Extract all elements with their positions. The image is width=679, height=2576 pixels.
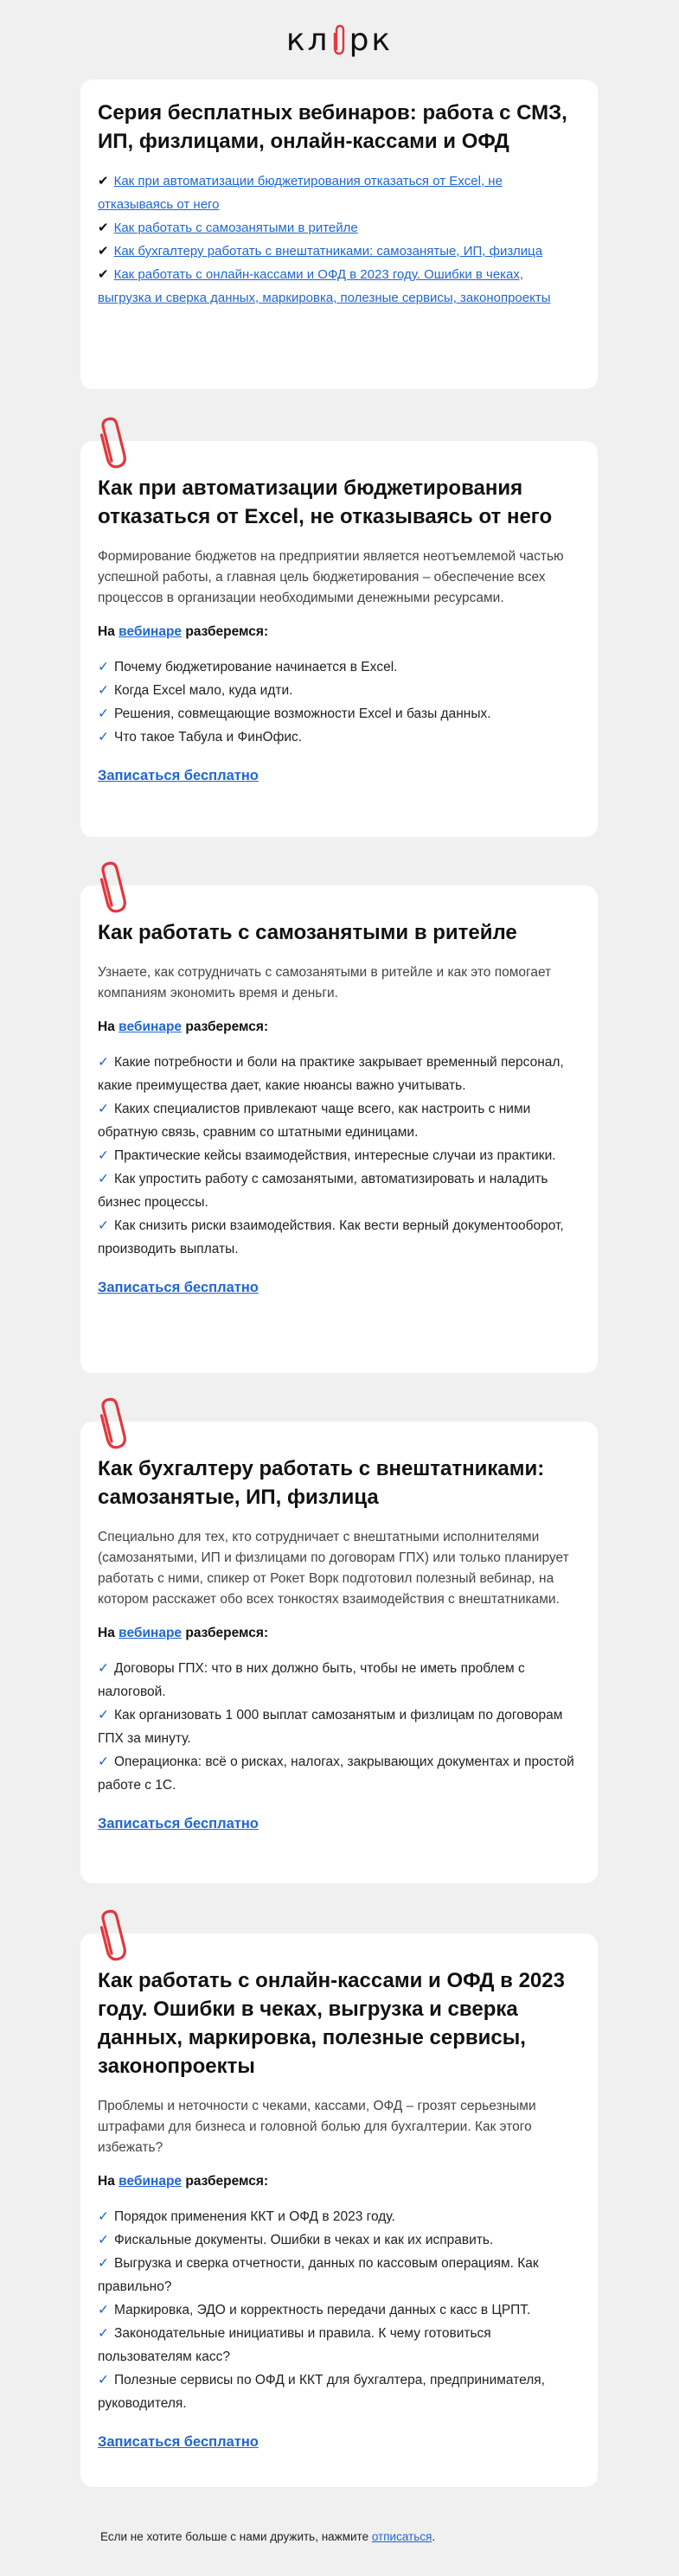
topic-item	[98, 2322, 580, 2368]
lead-prefix: На	[98, 624, 119, 639]
topic-item	[98, 702, 580, 725]
lead-suffix: разберемся:	[182, 1020, 269, 1034]
webinar-link-ofd[interactable]: Как работать с онлайн-кассами и ОФД в 2023 году. Ошибки в чеках, выгрузка и сверка данных, маркировка, полезные сервисы, законопроекты	[98, 267, 551, 305]
topic-item	[98, 655, 580, 679]
topic-item	[98, 1097, 580, 1144]
check-icon: ✓	[98, 1055, 109, 1070]
topic-text: Практические кейсы взаимодействия, интересные случаи из практики.	[114, 1148, 556, 1163]
topic-text: Маркировка, ЭДО и корректность передачи данных с касс в ЦРПТ.	[114, 2303, 531, 2317]
topic-text: Как снизить риски взаимодействия. Как вести верный документооборот, производить выплаты.	[98, 1218, 564, 1256]
webinar-lead	[98, 1020, 580, 1035]
check-icon: ✓	[98, 706, 109, 721]
check-icon: ✓	[98, 1172, 109, 1186]
webinar-card-freelancers	[80, 1422, 598, 1883]
topic-text: Почему бюджетирование начинается в Excel.	[114, 660, 398, 674]
check-icon: ✓	[98, 1755, 109, 1769]
lead-suffix: разберемся:	[182, 624, 269, 639]
paperclip-logo-icon	[332, 23, 348, 56]
webinar-link[interactable]: вебинаре	[119, 624, 183, 639]
topic-text: Договоры ГПХ: что в них должно быть, чтобы не иметь проблем с налоговой.	[98, 1661, 525, 1699]
logo-text-left: кл	[285, 22, 330, 58]
webinar-topics	[98, 1657, 580, 1797]
check-icon: ✓	[98, 2233, 109, 2247]
check-icon: ✓	[98, 2209, 109, 2224]
topic-item	[98, 2205, 580, 2228]
topic-text: Законодательные инициативы и правила. К чему готовиться пользователям касс?	[98, 2326, 491, 2364]
webinar-link[interactable]: вебинаре	[119, 1626, 183, 1640]
topic-text: Каких специалистов привлекают чаще всего, как настроить с ними обратную связь, сравним со штатными единицами.	[98, 1102, 531, 1140]
topic-item	[98, 1051, 580, 1097]
unsubscribe-link[interactable]: отписаться	[371, 2530, 432, 2543]
topic-item	[98, 1144, 580, 1167]
topic-item	[98, 1703, 580, 1750]
webinar-list-item	[98, 216, 580, 240]
lead-prefix: На	[98, 1020, 119, 1034]
webinar-title: Как работать с самозанятыми в ритейле	[98, 921, 517, 944]
topic-item	[98, 725, 580, 749]
topic-item	[98, 1657, 580, 1703]
register-free-button[interactable]: Записаться бесплатно	[98, 1816, 259, 1831]
lead-prefix: На	[98, 2174, 119, 2189]
lead-suffix: разберемся:	[182, 1626, 269, 1640]
check-icon: ✔	[98, 267, 109, 282]
check-icon: ✓	[98, 1102, 109, 1116]
webinar-link-budgeting[interactable]: Как при автоматизации бюджетирования отказаться от Excel, не отказываясь от него	[98, 174, 503, 212]
topic-item	[98, 2368, 580, 2415]
webinar-title: Как бухгалтеру работать с внештатниками: самозанятые, ИП, физлица	[98, 1457, 545, 1509]
webinar-description: Узнаете, как сотрудничать с самозанятыми в ритейле и как это помогает компаниям экономить время и деньги.	[98, 965, 552, 1000]
logo-text-right: рк	[349, 22, 394, 58]
topic-text: Как организовать 1 000 выплат самозанятым и физлицам по договорам ГПХ за минуту.	[98, 1708, 563, 1746]
header-logo	[0, 0, 679, 80]
webinar-description: Проблемы и неточности с чеками, кассами, ОФД – грозят серьезными штрафами для бизнеса и головной болью для бухгалтерии. Как этого избежать?	[98, 2099, 536, 2155]
paperclip-icon	[96, 860, 131, 915]
webinar-list	[98, 169, 580, 310]
webinar-link[interactable]: вебинаре	[119, 2174, 183, 2189]
register-free-button[interactable]: Записаться бесплатно	[98, 1280, 259, 1295]
paperclip-icon	[96, 1908, 131, 1963]
webinar-lead	[98, 1626, 580, 1641]
check-icon: ✓	[98, 2373, 109, 2387]
topic-text: Что такое Табула и ФинОфис.	[114, 730, 303, 745]
topic-text: Решения, совмещающие возможности Excel и базы данных.	[114, 706, 491, 721]
check-icon: ✓	[98, 730, 109, 745]
webinar-link[interactable]: вебинаре	[119, 1020, 183, 1034]
topic-text: Выгрузка и сверка отчетности, данных по кассовым операциям. Как правильно?	[98, 2256, 539, 2294]
topic-item	[98, 1167, 580, 1214]
check-icon: ✔	[98, 244, 109, 259]
topic-text: Фискальные документы. Ошибки в чеках и как их исправить.	[114, 2233, 494, 2247]
webinar-series-card	[80, 80, 598, 389]
webinar-description: Специально для тех, кто сотрудничает с внештатными исполнителями (самозанятыми, ИП и физлицами по договорам ГПХ) или только планирует работать с ними, спикер от Рокет Ворк подготовил полезный вебинар, на котором расскажет обо всех тонкостях взаимодействия с внештатниками.	[98, 1530, 569, 1607]
check-icon: ✓	[98, 1708, 109, 1723]
webinar-topics	[98, 1051, 580, 1261]
paperclip-icon	[96, 415, 131, 470]
register-free-button[interactable]: Записаться бесплатно	[98, 2434, 259, 2450]
check-icon: ✓	[98, 1218, 109, 1233]
webinar-list-item	[98, 240, 580, 263]
topic-text: Порядок применения ККТ и ОФД в 2023 году.	[114, 2209, 395, 2224]
series-title: Серия бесплатных вебинаров: работа с СМЗ, ИП, физлицами, онлайн-кассами и ОФД	[98, 101, 567, 153]
webinar-link-freelancers[interactable]: Как бухгалтеру работать с внештатниками: самозанятые, ИП, физлица	[113, 244, 543, 259]
webinar-topics	[98, 655, 580, 749]
topic-item	[98, 2228, 580, 2252]
topic-text: Операционка: всё о рисках, налогах, закрывающих документах и простой работе с 1С.	[98, 1755, 574, 1793]
klerk-logo[interactable]	[286, 22, 393, 58]
webinar-lead	[98, 2174, 580, 2189]
webinar-description: Формирование бюджетов на предприятии является неотъемлемой частью успешной работы, а главная цель бюджетирования – обеспечение всех процессов в организации необходимыми денежными ресурсами.	[98, 549, 564, 605]
webinar-title: Как при автоматизации бюджетирования отказаться от Excel, не отказываясь от него	[98, 476, 553, 528]
lead-prefix: На	[98, 1626, 119, 1640]
check-icon: ✓	[98, 660, 109, 674]
webinar-list-item	[98, 263, 580, 310]
check-icon: ✓	[98, 1661, 109, 1676]
webinar-lead	[98, 624, 580, 640]
topic-item	[98, 1750, 580, 1797]
webinar-link-selfemployed[interactable]: Как работать с самозанятыми в ритейле	[113, 221, 358, 235]
topic-text: Как упростить работу с самозанятыми, автоматизировать и наладить бизнес процессы.	[98, 1172, 548, 1210]
lead-suffix: разберемся:	[182, 2174, 269, 2189]
topic-item	[98, 679, 580, 702]
webinar-card-selfemployed	[80, 885, 598, 1373]
check-icon: ✓	[98, 683, 109, 698]
check-icon: ✔	[98, 174, 109, 189]
register-free-button[interactable]: Записаться бесплатно	[98, 768, 259, 783]
webinar-card-budgeting	[80, 441, 598, 837]
check-icon: ✔	[98, 221, 109, 235]
check-icon: ✓	[98, 2303, 109, 2317]
check-icon: ✓	[98, 1148, 109, 1163]
webinar-topics	[98, 2205, 580, 2415]
unsubscribe-footer	[100, 2530, 435, 2543]
topic-text: Какие потребности и боли на практике закрывает временный персонал, какие преимущества дает, какие нюансы важно учитывать.	[98, 1055, 564, 1093]
topic-item	[98, 2298, 580, 2322]
topic-item	[98, 2252, 580, 2298]
topic-text: Когда Excel мало, куда идти.	[114, 683, 293, 698]
footer-end: .	[432, 2530, 436, 2543]
check-icon: ✓	[98, 2326, 109, 2341]
topic-item	[98, 1214, 580, 1261]
topic-text: Полезные сервисы по ОФД и ККТ для бухгалтера, предпринимателя, руководителя.	[98, 2373, 545, 2411]
check-icon: ✓	[98, 2256, 109, 2271]
paperclip-icon	[96, 1396, 131, 1451]
webinar-card-ofd	[80, 1934, 598, 2487]
webinar-title: Как работать с онлайн-кассами и ОФД в 2023 году. Ошибки в чеках, выгрузка и сверка данных, маркировка, полезные сервисы, законопроекты	[98, 1969, 565, 2078]
footer-text: Если не хотите больше с нами дружить, нажмите	[100, 2530, 372, 2543]
webinar-list-item	[98, 169, 580, 216]
